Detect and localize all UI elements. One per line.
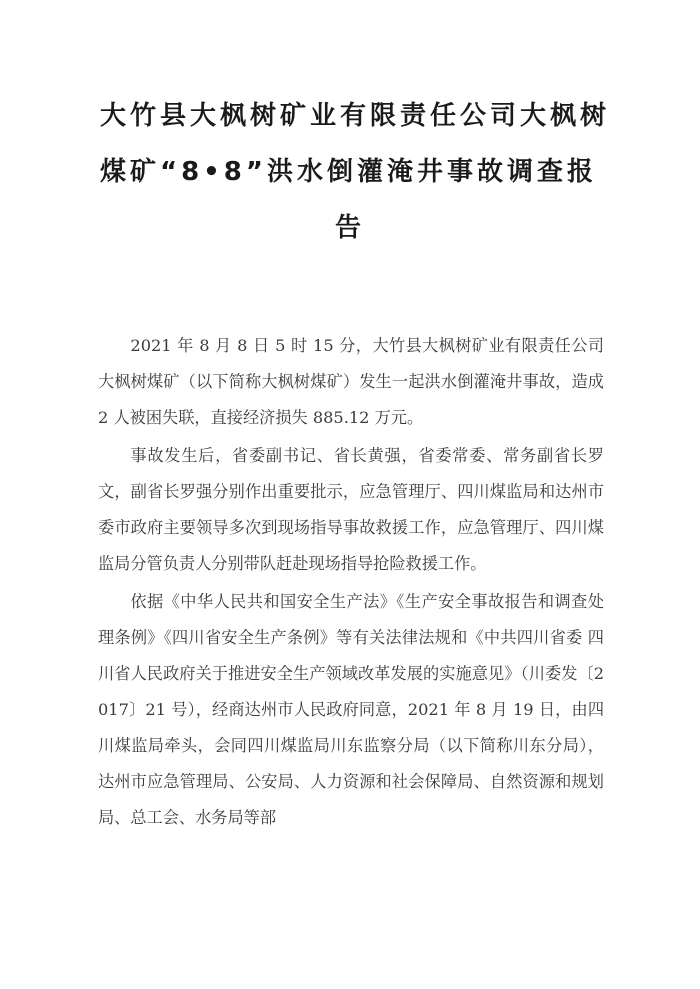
body-paragraph: 2021 年 8 月 8 日 5 时 15 分，大竹县大枫树矿业有限责任公司大枫树煤矿（以下简称大枫树煤矿）发生一起洪水倒灌淹井事故，造成 2 人被困失联，直接经济损失 885.12 万元。: [98, 336, 604, 427]
title-line: 告: [334, 213, 365, 243]
title-line: 煤矿“8•8”洪水倒灌淹井事故调查报: [100, 157, 597, 187]
title-line: 大竹县大枫树矿业有限责任公司大枫树: [100, 101, 611, 131]
body-paragraph: 依据《中华人民共和国安全生产法》《生产安全事故报告和调查处理条例》《四川省安全生产条例》等有关法律法规和《中共四川省委 四川省人民政府关于推进安全生产领域改革发展的实施意见》（川委发〔2017〕21 号），经商达州市人民政府同意，2021 年 8 月 19 日，由四川煤监局牵头，会同四川煤监局川东监察分局（以下简称川东分局），达州市应急管理局、公安局、人力资源和社会保障局、自然资源和规划局、总工会、水务局等部: [98, 592, 604, 827]
document-title: [100, 88, 611, 256]
document-body: [98, 328, 604, 838]
body-paragraph: 事故发生后，省委副书记、省长黄强，省委常委、常务副省长罗文，副省长罗强分别作出重要批示，应急管理厅、四川煤监局和达州市委市政府主要领导多次到现场指导事故救援工作，应急管理厅、四川煤监局分管负责人分别带队赶赴现场指导抢险救援工作。: [98, 446, 604, 573]
